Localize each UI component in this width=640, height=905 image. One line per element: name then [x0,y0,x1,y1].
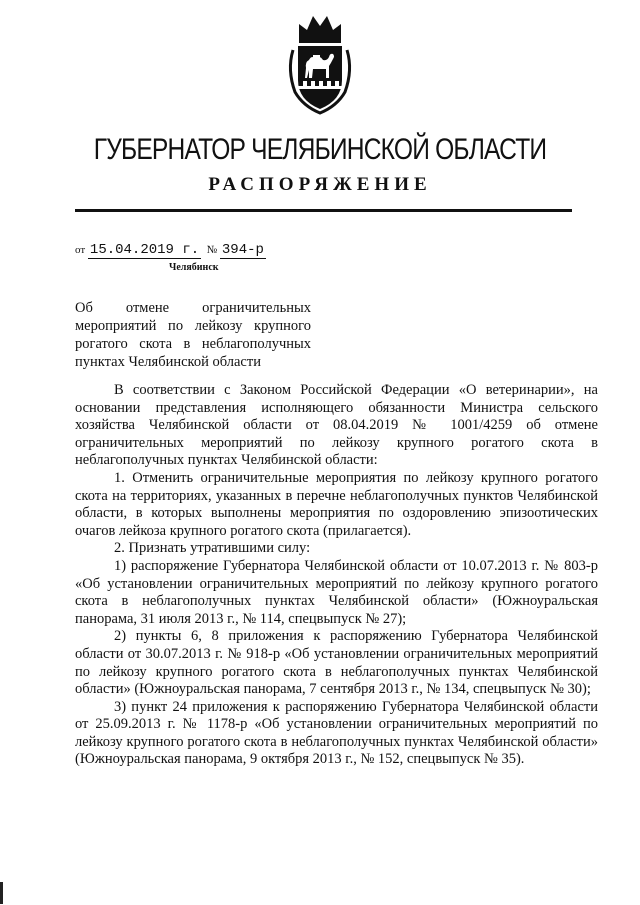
body-paragraph: 2) пункты 6, 8 приложения к распоряжению Губернатора Челябинской области от 30.07.2013 г. № 918-р «Об установлении ограничительных мероприятий по лейкозу крупного рогатого скота в неблагополучных пунктах Челябинской области» (Южноуральская панорама, 7 сентября 2013 г., № 134, спецвыпуск № 30); [75,628,598,698]
document-body [75,382,598,769]
document-type: РАСПОРЯЖЕНИЕ [208,174,432,195]
body-paragraph: 1. Отменить ограничительные мероприятия по лейкозу крупного рогатого скота на территориях, указанных в перечне неблагополучных пунктов Челябинской области, в которых выполнены мероприятия по оздоровлению эпизоотических очагов лейкоза крупного рогатого скота (прилагается). [75,469,598,539]
number-label: № [206,244,218,256]
city-label: Челябинск [169,262,219,273]
body-paragraph: 2. Признать утратившими силу: [114,540,311,557]
document-subject [75,299,311,371]
body-paragraph: 1) распоряжение Губернатора Челябинской области от 10.07.2013 г. № 803-р «Об установлении ограничительных мероприятий по лейкозу крупного рогатого скота в неблагополучных пунктах Челябинской области» (Южноуральская панорама, 31 июля 2013 г., № 114, спецвыпуск № 27); [75,557,598,627]
subject-line: пунктах Челябинской области [75,354,261,370]
subject-line: мероприятий по лейкозу крупного [75,318,311,334]
issuer-title: ГУБЕРНАТОР ЧЕЛЯБИНСКОЙ ОБЛАСТИ [93,133,547,166]
subject-line: рогатого скота в неблагополучных [75,336,311,352]
scan-edge-mark [0,882,3,904]
subject-line: Об отмене ограничительных [75,300,311,316]
body-paragraph: 3) пункт 24 приложения к распоряжению Губернатора Челябинской области от 25.09.2013 г. № 1178-р «Об установлении ограничительных мероприятий по лейкозу крупного рогатого скота в неблагополучных пунктах Челябинской области» (Южноуральская панорама, 9 октября 2013 г., № 152, спецвыпуск № 35). [75,698,598,768]
document-date: 15.04.2019 г. [89,242,200,258]
body-paragraph: В соответствии с Законом Российской Федерации «О ветеринарии», на основании представления исполняющего обязанности Министра сельского хозяйства Челябинской области от 08.04.2019 № 1001/4259 об отмене ограничительных мероприятий по лейкозу крупного рогатого скота в неблагополучных пунктах Челябинской области: [75,382,598,469]
chelyabinsk-coat-of-arms-icon [285,10,355,115]
document-number: 394-р [221,242,264,258]
registration-line [75,242,266,258]
header-divider [75,209,572,212]
from-label: от [75,244,86,256]
